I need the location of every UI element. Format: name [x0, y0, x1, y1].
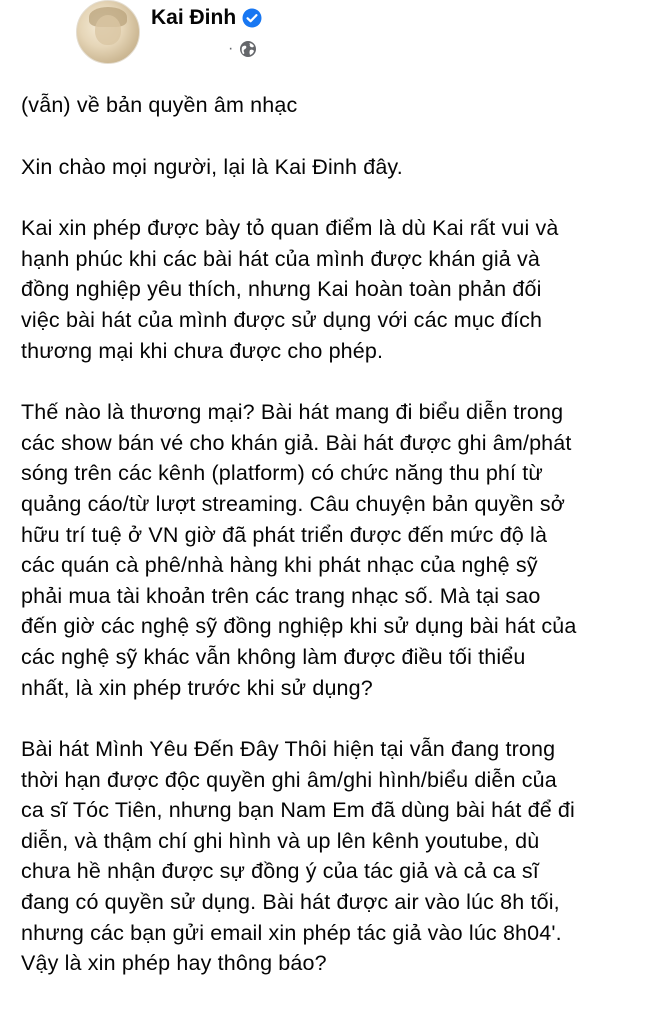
avatar-face — [95, 15, 121, 45]
post-meta — [228, 40, 257, 58]
author-name[interactable]: Kai Đinh — [151, 6, 237, 29]
avatar[interactable] — [76, 0, 140, 64]
post-header — [76, 0, 636, 64]
post-body — [21, 90, 636, 1010]
post-paragraph: Xin chào mọi người, lại là Kai Đinh đây. — [21, 154, 403, 179]
post-paragraph: Bài hát Mình Yêu Đến Đây Thôi hiện tại vẫn đang trong thời hạn được độc quyền ghi âm/ghi hình/biểu diễn của ca sĩ Tóc Tiên, nhưng bạn Nam Em đã dùng bài hát để đi diễn, và thậm chí ghi hình và up lên kênh youtube, dù chưa hề nhận được sự đồng ý của tác giả và cả ca sĩ đang có quyền sử dụng. Bài hát được air vào lúc 8h tối, nhưng các bạn gửi email xin phép tác giả vào lúc 8h04'. Vậy là xin phép hay thông báo? — [21, 737, 575, 976]
author-row — [151, 6, 262, 30]
post-paragraph: Kai xin phép được bày tỏ quan điểm là dù Kai rất vui và hạnh phúc khi các bài hát của mình được khán giả và đồng nghiệp yêu thích, nhưng Kai hoàn toàn phản đối việc bài hát của mình được sử dụng với các mục đích thương mại khi chưa được cho phép. — [21, 216, 559, 363]
globe-icon[interactable] — [239, 40, 257, 58]
post-paragraph: Thế nào là thương mại? Bài hát mang đi biểu diễn trong các show bán vé cho khán giả. Bài hát được ghi âm/phát sóng trên các kênh (platform) có chức năng thu phí từ quảng cáo/từ lượt streaming. Câu chuyện bản quyền sở hữu trí tuệ ở VN giờ đã phát triển được đến mức độ là các quán cà phê/nhà hàng khi phát nhạc của nghệ sỹ phải mua tài khoản trên các trang nhạc số. Mà tại sao đến giờ các nghệ sỹ đồng nghiệp khi sử dụng bài hát của các nghệ sỹ khác vẫn không làm được điều tối thiểu nhất, là xin phép trước khi sử dụng? — [21, 400, 577, 700]
verified-badge-icon — [242, 8, 262, 28]
post-paragraph: (vẫn) về bản quyền âm nhạc — [21, 93, 298, 117]
meta-separator: · — [228, 40, 234, 57]
